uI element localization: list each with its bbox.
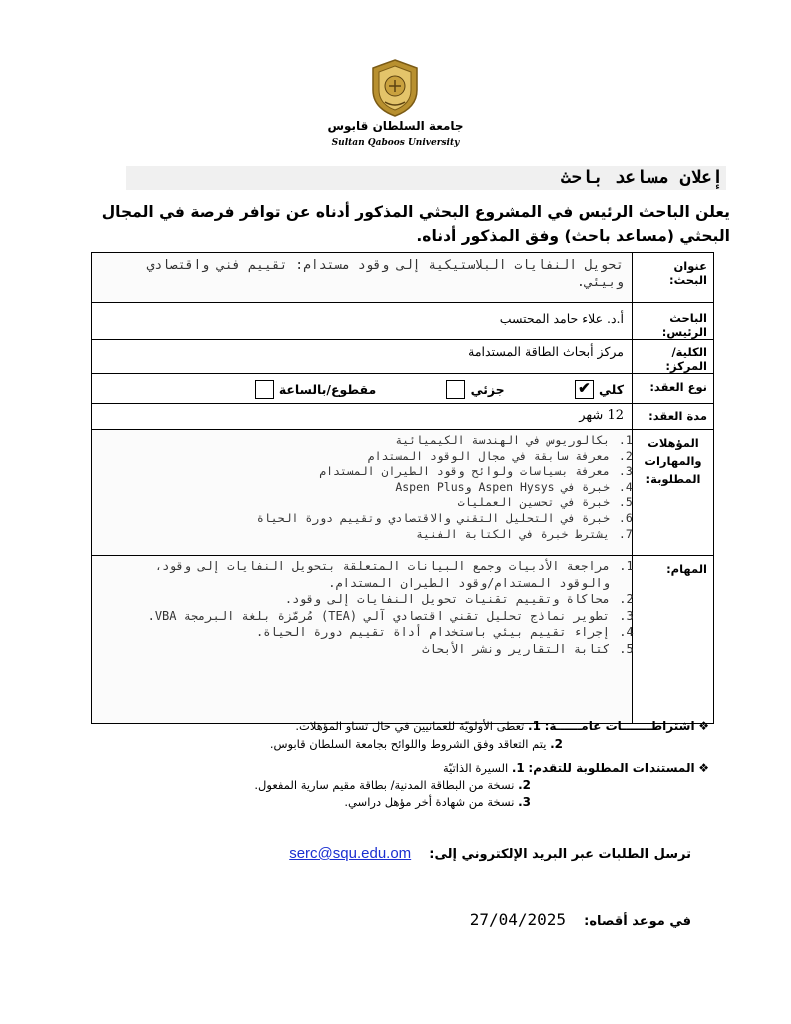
duration-value: 12 شهر bbox=[92, 404, 633, 430]
university-emblem bbox=[367, 58, 423, 118]
pi-label: الباحث الرئيس: bbox=[633, 303, 714, 340]
email-label: ترسل الطلبات عبر البريد الإلكتروني إلى: bbox=[429, 847, 691, 862]
contract-option-hourly[interactable] bbox=[255, 379, 377, 398]
general-condition-item: تعطى الأولويّة للعمانيين في حال تساو المؤهلات. bbox=[295, 719, 525, 733]
row-duration bbox=[92, 404, 714, 430]
contract-option-hourly-label: مقطوع/بالساعة bbox=[278, 382, 377, 397]
university-name-arabic: جامعة السلطان قابوس bbox=[327, 119, 464, 133]
contract-option-full[interactable] bbox=[570, 379, 624, 398]
duration-label: مدة العقد: bbox=[633, 404, 714, 430]
qualifications-cell bbox=[92, 430, 633, 556]
email-link[interactable]: serc@squ.edu.om bbox=[289, 845, 412, 862]
diamond-bullet-icon: ❖ bbox=[698, 761, 709, 775]
row-contract-type bbox=[92, 374, 714, 404]
task-item: 3. تطوير نماذج تحليل تقني اقتصادي آلي (TEA) مُرمّزة بلغة البرمجة VBA. bbox=[100, 608, 612, 625]
university-name-english: Sultan Qaboos University bbox=[331, 138, 460, 148]
contract-option-full-label: كلي bbox=[598, 382, 624, 397]
pi-value: أ.د. علاء حامد المحتسب bbox=[92, 303, 633, 340]
diamond-bullet-icon: ❖ bbox=[698, 719, 709, 733]
row-tasks bbox=[92, 556, 714, 724]
required-documents-row-3: 3. نسخة من شهادة أخر مؤهل دراسي. bbox=[344, 795, 531, 809]
job-details-table bbox=[91, 252, 714, 724]
required-documents-row-2: 2. نسخة من البطاقة المدنية/ بطاقة مقيم سارية المفعول. bbox=[254, 778, 531, 792]
qualification-item: 1. بكالوريوس في الهندسة الكيميائية bbox=[100, 433, 612, 449]
contract-part-checkbox[interactable] bbox=[446, 380, 465, 399]
qualifications-label: المؤهلات والمهارات المطلوبة: bbox=[633, 430, 714, 556]
task-item: 2. محاكاة وتقييم تقنيات تحويل النفايات إلى وقود. bbox=[100, 591, 612, 608]
center-label: الكلية/ المركز: bbox=[633, 340, 714, 374]
general-conditions-row-2: 2. يتم التعاقد وفق الشروط واللوائح بجامعة السلطان قابوس. bbox=[269, 737, 563, 751]
task-item: 5. كتابة التقارير ونشر الأبحاث bbox=[100, 641, 612, 658]
qualification-item: 3. معرفة بسياسات ولوائح وقود الطيران المستدام bbox=[100, 464, 612, 480]
research-title-label: عنوان البحث: bbox=[633, 253, 714, 303]
deadline-line bbox=[470, 910, 691, 929]
emblem-icon bbox=[367, 58, 423, 118]
research-title-value: تحويل النفايات البلاستيكية إلى وقود مستدام: تقييم فني واقتصادي وبيئي. bbox=[92, 253, 633, 303]
general-condition-item: يتم التعاقد وفق الشروط واللوائح بجامعة السلطان قابوس. bbox=[269, 737, 547, 751]
task-item: 4. إجراء تقييم بيئي باستخدام أداة تقييم دورة الحياة. bbox=[100, 624, 612, 641]
tasks-cell bbox=[92, 556, 633, 724]
required-documents-section bbox=[209, 760, 709, 811]
required-document-item: نسخة من البطاقة المدنية/ بطاقة مقيم سارية المفعول. bbox=[254, 778, 515, 792]
qualification-item: 6. خبرة في التحليل التقني والاقتصادي وتقييم دورة الحياة bbox=[100, 511, 612, 527]
general-conditions-label: اشتراطـــــــات عامــــــة: bbox=[544, 719, 695, 733]
contract-option-part-label: جزئي bbox=[470, 382, 505, 397]
email-line bbox=[289, 845, 691, 862]
row-qualifications bbox=[92, 430, 714, 556]
row-center bbox=[92, 340, 714, 374]
center-value: مركز أبحاث الطاقة المستدامة bbox=[92, 340, 633, 374]
contract-full-checkbox[interactable]: ✔ bbox=[575, 380, 594, 399]
qualification-item: 4. خبرة في Aspen Hysys وAspen Plus bbox=[100, 480, 612, 496]
qualification-item: 7. يشترط خبرة في الكتابة الفنية bbox=[100, 527, 612, 543]
tasks-list bbox=[100, 558, 624, 657]
qualifications-list bbox=[100, 433, 624, 542]
intro-paragraph: يعلن الباحث الرئيس في المشروع البحثي المذكور أدناه عن توافر فرصة في المجال البحثي (مساعد باحث) وفق المذكور أدناه. bbox=[101, 203, 730, 245]
general-conditions-row-1: ❖ اشتراطـــــــات عامــــــة: 1. تعطى الأولويّة للعمانيين في حال تساو المؤهلات. bbox=[295, 719, 709, 733]
general-conditions-section bbox=[209, 719, 709, 751]
contract-type-label: نوع العقد: bbox=[633, 374, 714, 404]
contract-hourly-checkbox[interactable] bbox=[255, 380, 274, 399]
contract-option-part[interactable] bbox=[441, 379, 504, 398]
announcement-title: إعلان مساعد باحث bbox=[560, 167, 723, 188]
row-pi bbox=[92, 303, 714, 340]
required-documents-row-1: ❖ المستندات المطلوبة للتقدم: 1. السيرة الذاتيّة bbox=[442, 761, 709, 775]
required-documents-label: المستندات المطلوبة للتقدم: bbox=[528, 761, 695, 775]
contract-type-options bbox=[92, 374, 633, 404]
required-document-item: نسخة من شهادة أخر مؤهل دراسي. bbox=[344, 795, 515, 809]
row-research-title bbox=[92, 253, 714, 303]
tasks-label: المهام: bbox=[633, 556, 714, 724]
qualification-item: 5. خبرة في تحسين العمليات bbox=[100, 495, 612, 511]
required-document-item: السيرة الذاتيّة bbox=[442, 761, 509, 775]
deadline-value: 27/04/2025 bbox=[469, 910, 567, 929]
qualification-item: 2. معرفة سابقة في مجال الوقود المستدام bbox=[100, 449, 612, 465]
deadline-label: في موعد أقصاه: bbox=[584, 914, 691, 929]
task-item: 1. مراجعة الأدبيات وجمع البيانات المتعلقة بتحويل النفايات إلى وقود، والوقود المستدام/وقود الطيران المستدام. bbox=[100, 558, 612, 591]
